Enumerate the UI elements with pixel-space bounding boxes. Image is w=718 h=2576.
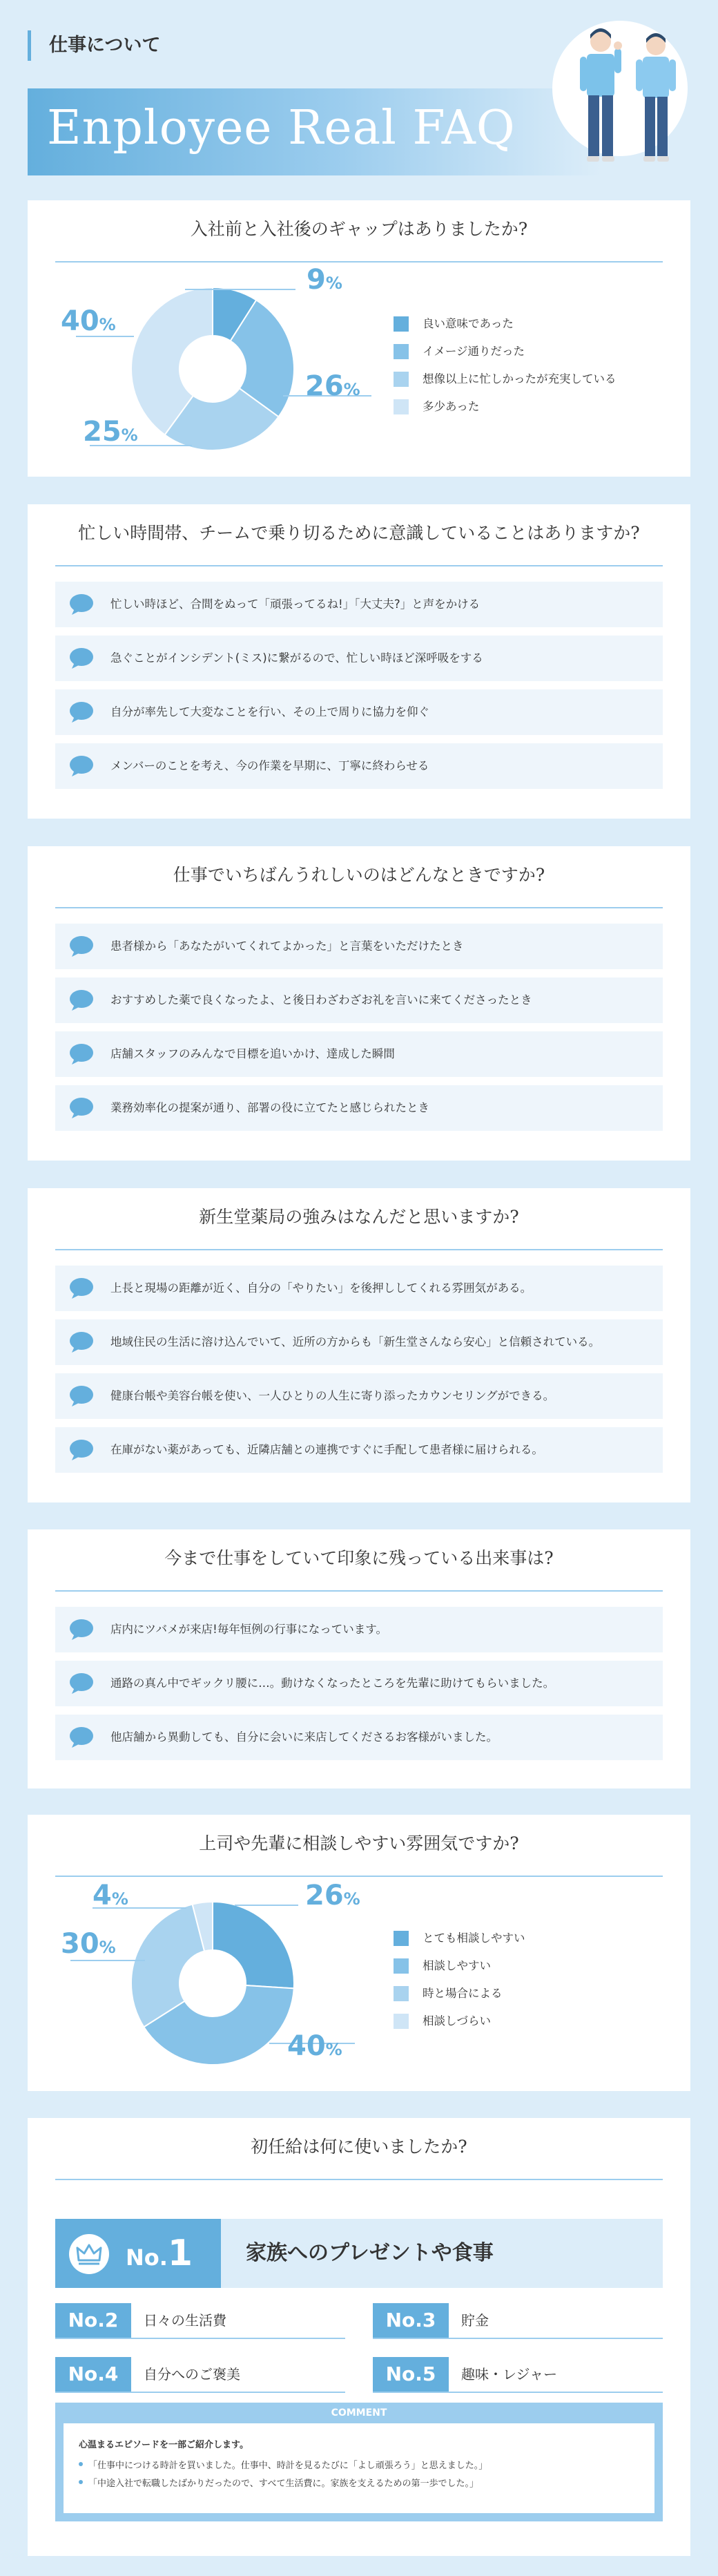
answer-item: 自分が率先して大変なことを行い、その上で周りに協力を仰ぐ: [55, 689, 663, 735]
faq-card-first-salary: [28, 2118, 690, 2556]
rank-label: 趣味・レジャー: [461, 2366, 558, 2383]
speech-bubble-icon: [69, 701, 94, 723]
staff-illustration: [559, 21, 697, 169]
rank-2: [55, 2303, 345, 2339]
answer-item: 忙しい時ほど、合間をぬって「頑張ってるね!」「大丈夫?」と声をかける: [55, 582, 663, 627]
crown-icon: [69, 2234, 109, 2274]
leader-line: [235, 1905, 298, 1906]
rank-badge: No.2: [55, 2303, 131, 2338]
leader-line: [70, 1960, 145, 1961]
speech-bubble-icon: [69, 647, 94, 669]
comment-intro: 心温まるエピソードを一部ご紹介します。: [79, 2440, 249, 2450]
legend-swatch: [394, 1931, 409, 1946]
answer-item: 通路の真ん中でギックリ腰に…。動けなくなったところを先輩に助けてもらいました。: [55, 1661, 663, 1706]
gap-donut-chart: [130, 286, 295, 452]
answer-item: 患者様から「あなたがいてくれてよかった」と言葉をいただけたとき: [55, 924, 663, 969]
legend-swatch: [394, 1958, 409, 1974]
answer-item: 店内にツバメが来店!毎年恒例の行事になっています。: [55, 1607, 663, 1652]
answer-item: 上長と現場の距離が近く、自分の「やりたい」を後押ししてくれる雰囲気がある。: [55, 1266, 663, 1311]
answer-item: 在庫がない薬があっても、近隣店舗との連携ですぐに手配して患者様に届けられる。: [55, 1427, 663, 1473]
divider: [55, 1876, 663, 1877]
consult-slice-1: [213, 1902, 294, 1988]
card-title: 初任給は何に使いましたか?: [251, 2137, 467, 2157]
rank-5: [373, 2357, 663, 2393]
section-label: 仕事について: [28, 30, 160, 61]
faq-card-consult: 上司や先輩に相談しやすい雰囲気ですか? 26% 40% 30% 4% とても相談しやすい 相談しやすい 時と場合による 相談しづらい: [28, 1815, 690, 2091]
legend-swatch: [394, 1986, 409, 2001]
rank-1-badge: [55, 2219, 221, 2288]
hero-banner: [28, 88, 601, 175]
speech-bubble-icon: [69, 935, 94, 957]
bullet-dot: [79, 2462, 83, 2466]
speech-bubble-icon: [69, 1726, 94, 1748]
divider: [55, 907, 663, 908]
answer-item: おすすめした薬で良くなったよ、と後日わざわざお礼を言いに来てくださったとき: [55, 977, 663, 1023]
divider: [55, 565, 663, 566]
banner-title: Enployee Real FAQ: [47, 101, 516, 155]
card-title: 仕事でいちばんうれしいのはどんなときですか?: [173, 865, 545, 885]
speech-bubble-icon: [69, 1385, 94, 1407]
speech-bubble-icon: [69, 1619, 94, 1641]
bullet-dot: [79, 2480, 83, 2484]
faq-card-teamwork: [28, 504, 690, 819]
comment-item: 「仕事中につける時計を買いました。仕事中、時計を見るたびに「よし頑張ろう」と思えました。」: [88, 2461, 488, 2471]
speech-bubble-icon: [69, 1331, 94, 1353]
rank-badge: No.5: [373, 2357, 449, 2392]
rank-1: [55, 2219, 663, 2288]
answer-item: メンバーのことを考え、今の作業を早期に、丁寧に終わらせる: [55, 743, 663, 789]
card-title: 上司や先輩に相談しやすい雰囲気ですか?: [199, 1833, 519, 1853]
divider: [55, 1249, 663, 1250]
legend-swatch: [394, 372, 409, 387]
speech-bubble-icon: [69, 1043, 94, 1065]
pct-label-good: 9%: [307, 264, 342, 296]
speech-bubble-icon: [69, 593, 94, 616]
comment-box: [55, 2403, 663, 2521]
divider: [55, 2179, 663, 2180]
pct-label-expected: 26%: [305, 370, 360, 402]
rank-label: 自分へのご褒美: [144, 2366, 240, 2383]
card-title: 今まで仕事をしていて印象に残っている出来事は?: [164, 1548, 554, 1568]
faq-card-strengths: [28, 1188, 690, 1502]
speech-bubble-icon: [69, 755, 94, 777]
legend-swatch: [394, 316, 409, 332]
card-title: 新生堂薬局の強みはなんだと思いますか?: [199, 1207, 519, 1227]
answer-item: 業務効率化の提案が通り、部署の役に立てたと感じられたとき: [55, 1085, 663, 1131]
legend-swatch: [394, 344, 409, 359]
pct-label-easy: 40%: [287, 2030, 342, 2062]
comment-body: [64, 2423, 654, 2513]
speech-bubble-icon: [69, 1672, 94, 1695]
speech-bubble-icon: [69, 1277, 94, 1299]
comment-item: 「中途入社で転職したばかりだったので、すべて生活費に。家族を支えるための第一歩でした。」: [88, 2479, 478, 2489]
answer-item: 地域住民の生活に溶け込んでいて、近所の方からも「新生堂さんなら安心」と信頼されている。: [55, 1319, 663, 1365]
divider: [55, 1590, 663, 1592]
consult-donut-chart: [130, 1900, 295, 2066]
pct-label-hard: 4%: [93, 1880, 128, 1911]
answer-item: 急ぐことがインシデント(ミス)に繋がるので、忙しい時ほど深呼吸をする: [55, 636, 663, 681]
faq-card-happiest: [28, 846, 690, 1161]
faq-card-memorable: [28, 1529, 690, 1788]
faq-card-gap: 入社前と入社後のギャップはありましたか? 9% 26% 25% 40% 良い意味であった イメージ通りだった 想像以上に忙しかったが充実している 多少あった: [28, 200, 690, 477]
rank-1-label: 家族へのプレゼントや食事: [246, 2241, 494, 2265]
rank-1-number: No.1: [126, 2233, 193, 2274]
rank-badge: No.4: [55, 2357, 131, 2392]
pct-label-depends: 30%: [61, 1928, 116, 1960]
rank-label: 貯金: [461, 2312, 489, 2329]
legend-swatch: [394, 2014, 409, 2029]
rank-badge: No.3: [373, 2303, 449, 2338]
consult-slice-3: [131, 1905, 204, 2028]
speech-bubble-icon: [69, 1439, 94, 1461]
speech-bubble-icon: [69, 1097, 94, 1119]
answer-item: 健康台帳や美容台帳を使い、一人ひとりの人生に寄り添ったカウンセリングができる。: [55, 1373, 663, 1419]
card-title: 忙しい時間帯、チームで乗り切るために意識していることはありますか?: [78, 523, 640, 543]
pct-label-busy: 25%: [83, 416, 138, 448]
answer-item: 店舗スタッフのみんなで目標を追いかけ、達成した瞬間: [55, 1031, 663, 1077]
rank-label: 日々の生活費: [144, 2312, 226, 2329]
leader-line: [185, 289, 295, 290]
rank-3: [373, 2303, 663, 2339]
pct-label-very-easy: 26%: [305, 1880, 360, 1911]
pct-label-some: 40%: [61, 305, 116, 337]
rank-4: [55, 2357, 345, 2393]
card-title: 入社前と入社後のギャップはありましたか?: [190, 219, 528, 239]
answer-item: 他店舗から異動しても、自分に会いに来店してくださるお客様がいました。: [55, 1715, 663, 1760]
speech-bubble-icon: [69, 989, 94, 1011]
legend-swatch: [394, 399, 409, 414]
comment-heading: COMMENT: [331, 2407, 387, 2418]
divider: [55, 261, 663, 263]
